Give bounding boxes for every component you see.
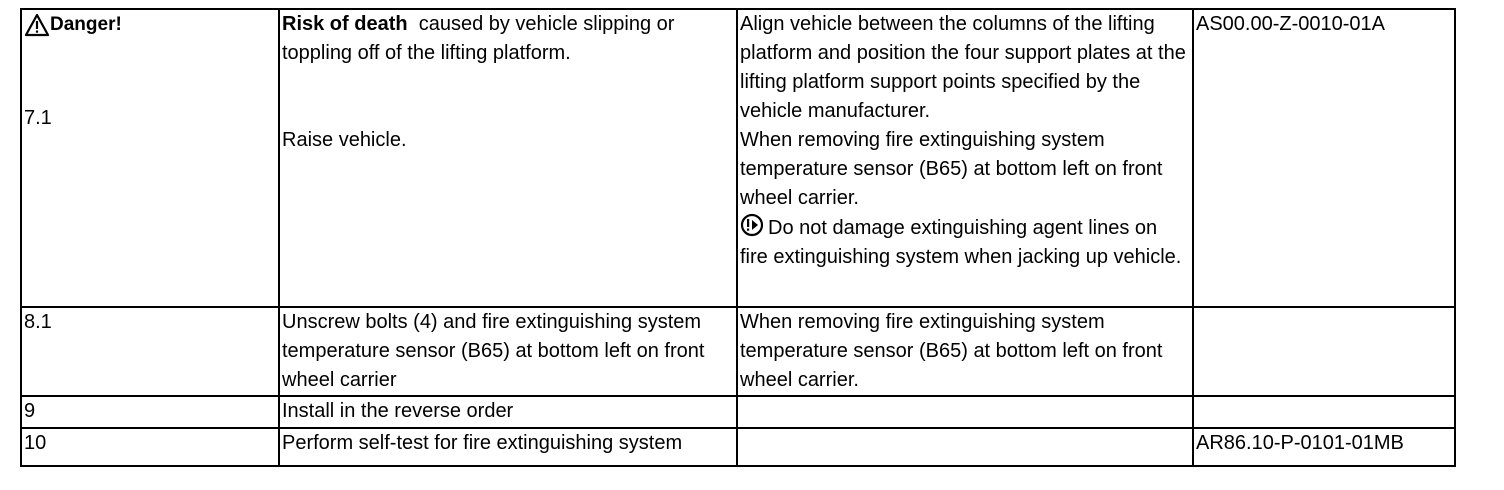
step-note-cell [737,428,1193,466]
step-note: When removing fire extinguishing system temperature sensor (B65) at bottom left on front wheel carrier. [740,311,1163,391]
step-reference-cell [1193,428,1455,466]
step-number-cell [21,396,279,428]
document-reference: AR86.10-P-0101-01MB [1196,432,1404,454]
step-action: Perform self-test for fire extinguishing system [282,432,683,454]
spacer [24,46,276,104]
danger-label-text: Danger! [50,14,122,35]
step-number-cell [21,428,279,466]
step-number: 8.1 [24,311,52,333]
note-circle-icon [740,213,764,237]
danger-instruction: Align vehicle between the columns of the lifting platform and position the four support plates at the lifting platform support points specified by the vehicle manufacturer. [740,13,1186,122]
step-action-cell [279,307,737,396]
spacer [282,68,734,126]
caution-text: Do not damage extinguishing agent lines on fire extinguishing system when jacking up vehicle. [740,217,1182,268]
table-row [21,9,1455,307]
document-reference: AS00.00-Z-0010-01A [1196,13,1386,35]
step-reference-cell [1193,9,1455,307]
table-row [21,396,1455,428]
risk-title: Risk of death [282,13,408,35]
procedure-table [20,8,1456,467]
warning-triangle-icon [24,13,50,37]
step-reference-cell [1193,396,1455,428]
step-action-cell [279,396,737,428]
step-reference-cell [1193,307,1455,396]
step-number: 7.1 [24,106,52,129]
step-note-cell [737,9,1193,307]
step-note-cell [737,307,1193,396]
danger-label [24,10,122,39]
step-action: Install in the reverse order [282,400,514,422]
step-note-cell [737,396,1193,428]
step-note: When removing fire extinguishing system temperature sensor (B65) at bottom left on front wheel carrier. [740,129,1163,209]
step-number: 9 [24,400,36,422]
step-number-cell [21,307,279,396]
step-action-cell [279,428,737,466]
step-number: 10 [24,432,47,454]
table-row [21,307,1455,396]
step-action: Unscrew bolts (4) and fire extinguishing system temperature sensor (B65) at bottom left on front wheel carrier [282,311,705,391]
table-row [21,428,1455,466]
step-number-cell [21,9,279,307]
step-action: Raise vehicle. [282,129,407,151]
step-action-cell [279,9,737,307]
risk-text: caused by vehicle slipping or toppling off of the lifting platform. [282,13,675,64]
caution-note [740,213,1190,272]
